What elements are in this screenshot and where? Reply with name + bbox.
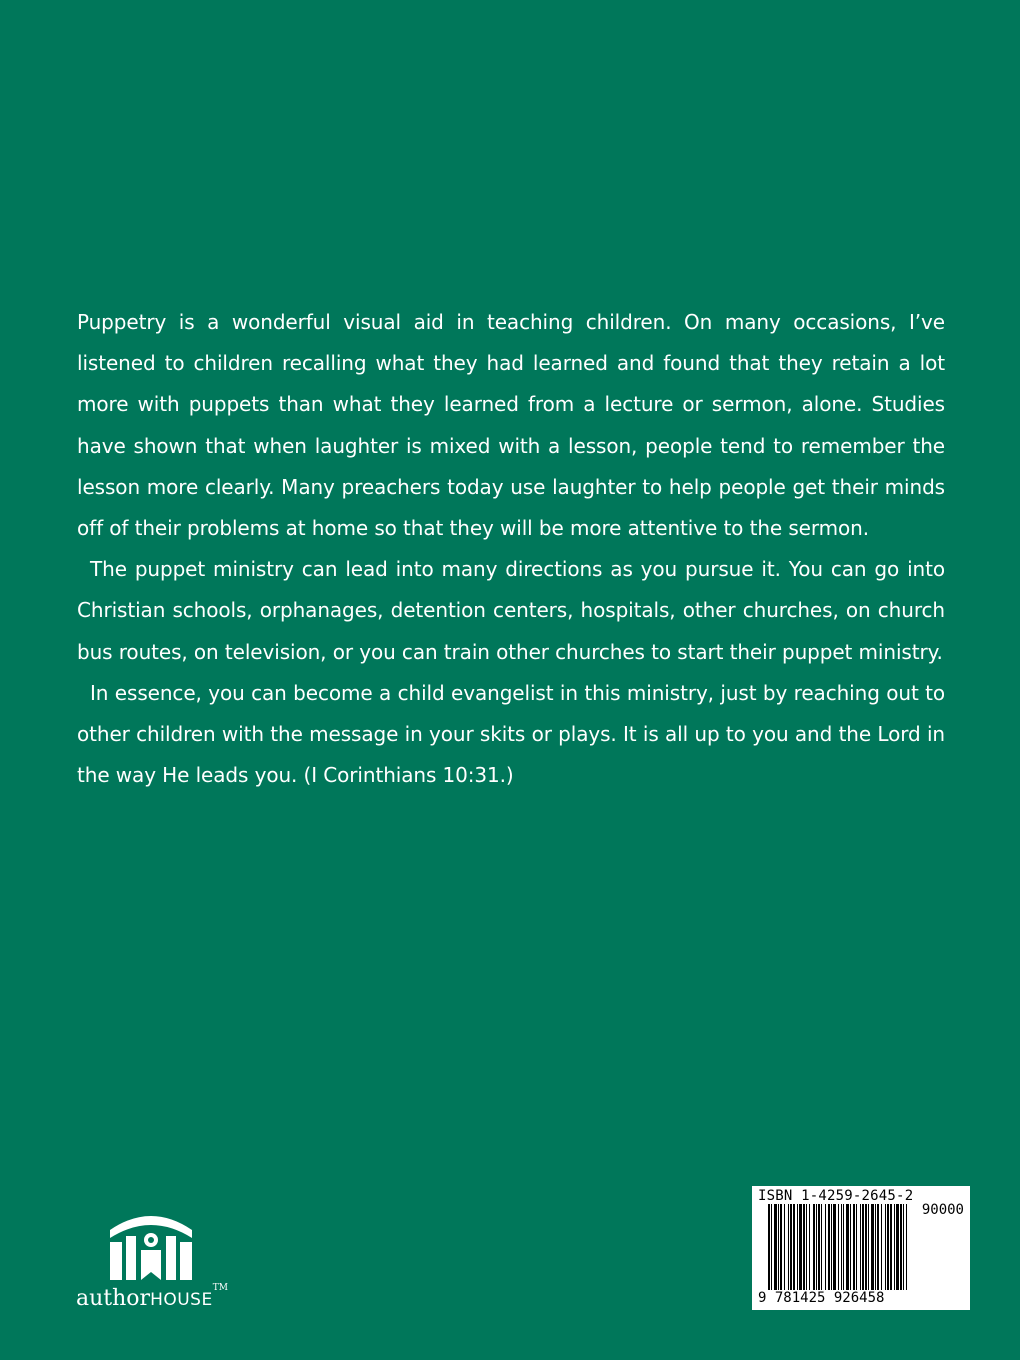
isbn-barcode (752, 1186, 970, 1310)
barcode-stripe (881, 1204, 882, 1290)
barcode-stripe (788, 1204, 789, 1290)
isbn-label: ISBN 1-4259-2645-2 (758, 1188, 914, 1204)
publisher-name (76, 1283, 228, 1311)
barcode-stripe (831, 1204, 832, 1290)
barcode-stripe (896, 1204, 899, 1290)
authorhouse-arch-icon (106, 1208, 196, 1282)
barcode-stripe (868, 1204, 869, 1290)
barcode-stripe (887, 1204, 889, 1290)
barcode-stripe (774, 1204, 777, 1290)
barcode-stripe (885, 1204, 886, 1290)
price-code: 90000 (921, 1202, 964, 1218)
barcode-stripe (828, 1204, 830, 1290)
barcode-stripe (816, 1204, 817, 1290)
barcode-stripe (806, 1204, 807, 1290)
barcode-stripe (875, 1204, 876, 1290)
blurb-paragraph-1: Puppetry is a wonderful visual aid in teaching children. On many occasions, I’ve listened to children recalling what they had learned and found that they retain a lot more with puppets than what they learned from a lecture or sermon, alone. Studies have shown that when laughter is mixed with a lesson, people tend to remember the lesson more clearly. Many preachers today use laughter to help people get their minds off of their problems at home so that they will be more attentive to the sermon. (77, 310, 945, 541)
ean-number: 9 781425 926458 (758, 1290, 885, 1306)
publisher-name-part2: HOUSE (150, 1290, 213, 1310)
barcode-stripe (906, 1204, 907, 1290)
barcode-stripe (860, 1204, 861, 1290)
barcode-stripe (833, 1204, 836, 1290)
barcode-stripe (900, 1204, 902, 1290)
barcode-stripe (894, 1204, 895, 1290)
blurb-paragraph-2: The puppet ministry can lead into many directions as you pursue it. You can go into Christian schools, orphanages, detention centers, hospitals, other churches, on church bus routes, on television, or you can train other churches to start their puppet ministry. (77, 557, 945, 664)
barcode-stripe (865, 1204, 867, 1290)
barcode-stripe (856, 1204, 857, 1290)
barcode-stripe (778, 1204, 779, 1290)
barcode-stripe (793, 1204, 795, 1290)
barcode-stripe (841, 1204, 842, 1290)
back-cover-blurb (77, 302, 945, 796)
publisher-logo (76, 1208, 236, 1318)
blurb-paragraph-3: In essence, you can become a child evangelist in this ministry, just by reaching out to other children with the message in your skits or plays. It is all up to you and the Lord in the way He leads you. (I Corinthians 10:31.) (77, 680, 945, 788)
barcode-stripe (821, 1204, 822, 1290)
barcode-stripe (871, 1204, 874, 1290)
barcode-stripe (862, 1204, 864, 1290)
barcode-stripe (780, 1204, 782, 1290)
barcode-stripe (890, 1204, 892, 1290)
trademark-mark: TM (212, 1283, 228, 1293)
barcode-stripe (784, 1204, 785, 1290)
barcode-stripe (853, 1204, 855, 1290)
barcode-stripe (799, 1204, 802, 1290)
barcode-stripe (903, 1204, 904, 1290)
barcode-stripe (813, 1204, 815, 1290)
barcode-stripe (825, 1204, 826, 1290)
barcode-stripe (797, 1204, 798, 1290)
barcode-stripe (809, 1204, 810, 1290)
barcode-stripe (790, 1204, 792, 1290)
barcode-stripe (843, 1204, 844, 1290)
barcode-stripe (850, 1204, 851, 1290)
barcode-bars (768, 1204, 908, 1290)
barcode-stripe (771, 1204, 772, 1290)
barcode-stripe (818, 1204, 820, 1290)
barcode-stripe (838, 1204, 839, 1290)
publisher-name-part1: author (76, 1286, 151, 1311)
barcode-stripe (803, 1204, 805, 1290)
barcode-stripe (877, 1204, 879, 1290)
barcode-stripe (846, 1204, 849, 1290)
barcode-stripe (768, 1204, 770, 1290)
